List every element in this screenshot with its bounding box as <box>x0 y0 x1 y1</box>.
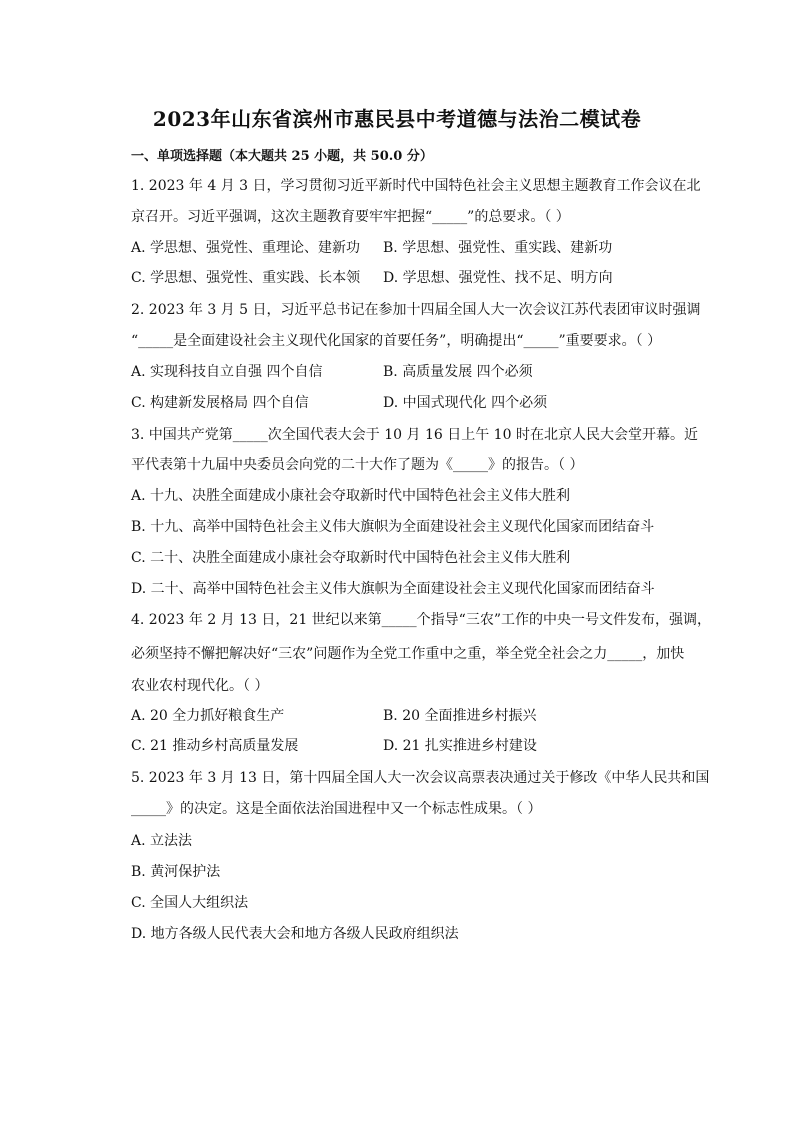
question-4-option-b: B. 20 全面推进乡村振兴 <box>383 708 537 724</box>
question-1-line-1: 1. 2023 年 4 月 3 日，学习贯彻习近平新时代中国特色社会主义思想主题教育工作会议在北 <box>131 178 701 194</box>
question-2-option-b: B. 高质量发展 四个必须 <box>383 364 533 380</box>
question-2-option-d: D. 中国式现代化 四个必须 <box>383 395 548 411</box>
question-1-line-2: 京召开。习近平强调，这次主题教育要牢牢把握“_____”的总要求。（ ） <box>131 209 570 225</box>
question-5-option-a: A. 立法法 <box>131 833 193 849</box>
question-4-line-2: 必须坚持不懈把解决好“三农”问题作为全党工作重中之重，举全党全社会之力_____，加快 <box>131 646 685 662</box>
question-3-line-1: 3. 中国共产党第_____次全国代表大会于 10 月 16 日上午 10 时在北京人民大会堂开幕。近 <box>131 427 698 443</box>
question-3-option-a: A. 十九、决胜全面建成小康社会夺取新时代中国特色社会主义伟大胜利 <box>131 488 571 504</box>
question-5-line-2: _____》的决定。这是全面依法治国进程中又一个标志性成果。（ ） <box>131 801 542 817</box>
exam-title: 2023年山东省滨州市惠民县中考道德与法治二模试卷 <box>152 107 642 131</box>
question-2-line-2: “_____是全面建设社会主义现代化国家的首要任务”，明确提出“_____”重要要求。（ ） <box>131 333 662 349</box>
question-4-line-1: 4. 2023 年 2 月 13 日，21 世纪以来第_____个指导“三农”工作的中央一号文件发布，强调， <box>131 612 711 628</box>
question-5-option-b: B. 黄河保护法 <box>131 864 221 880</box>
question-5-line-1: 5. 2023 年 3 月 13 日，第十四届全国人大一次会议高票表决通过关于修改《中华人民共和国 <box>131 770 710 786</box>
question-5-option-c: C. 全国人大组织法 <box>131 895 249 911</box>
question-1-option-c: C. 学思想、强党性、重实践、长本领 <box>131 270 361 286</box>
question-2-line-1: 2. 2023 年 3 月 5 日，习近平总书记在参加十四届全国人大一次会议江苏代表团审议时强调 <box>131 302 701 318</box>
question-5-option-d: D. 地方各级人民代表大会和地方各级人民政府组织法 <box>131 926 459 942</box>
question-4-option-d: D. 21 扎实推进乡村建设 <box>383 738 537 754</box>
question-4-option-c: C. 21 推动乡村高质量发展 <box>131 738 299 754</box>
section-heading: 一、单项选择题（本大题共 25 小题，共 50.0 分） <box>131 149 433 164</box>
question-3-option-d: D. 二十、高举中国特色社会主义伟大旗帜为全面建设社会主义现代化国家而团结奋斗 <box>131 581 655 597</box>
question-4-option-a: A. 20 全力抓好粮食生产 <box>131 708 285 724</box>
question-1-option-a: A. 学思想、强党性、重理论、建新功 <box>131 240 361 256</box>
question-1-option-b: B. 学思想、强党性、重实践、建新功 <box>383 240 613 256</box>
question-4-line-3: 农业农村现代化。（ ） <box>131 678 269 694</box>
question-3-option-b: B. 十九、高举中国特色社会主义伟大旗帜为全面建设社会主义现代化国家而团结奋斗 <box>131 519 655 535</box>
question-2-option-c: C. 构建新发展格局 四个自信 <box>131 395 309 411</box>
question-3-line-2: 平代表第十九届中央委员会向党的二十大作了题为《_____》的报告。（ ） <box>131 457 584 473</box>
question-1-option-d: D. 学思想、强党性、找不足、明方向 <box>383 270 613 286</box>
question-2-option-a: A. 实现科技自立自强 四个自信 <box>131 364 323 380</box>
question-3-option-c: C. 二十、决胜全面建成小康社会夺取新时代中国特色社会主义伟大胜利 <box>131 550 571 566</box>
